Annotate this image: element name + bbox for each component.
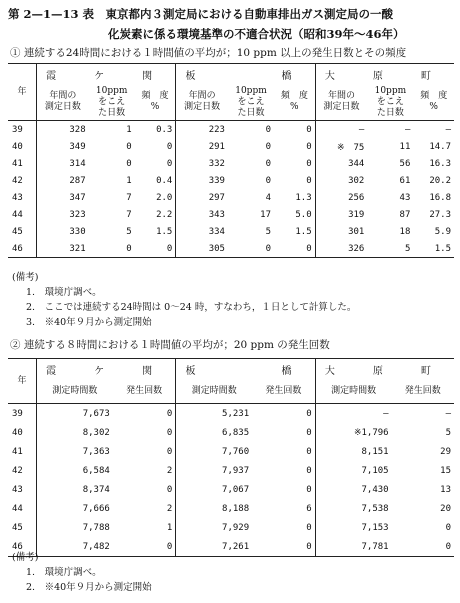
- notes-2-item: 2. ※40年９月から測定開始: [26, 582, 152, 593]
- table-cell: 7,929: [176, 518, 252, 537]
- year-cell: 40: [12, 427, 23, 438]
- table-row: [8, 138, 454, 155]
- table-cell: 16.8: [429, 192, 451, 203]
- table-row: [8, 240, 454, 258]
- table-cell: 0: [306, 427, 312, 438]
- table-cell: 7,153: [315, 518, 391, 537]
- table-2: [8, 359, 454, 557]
- table-cell: 6: [306, 503, 312, 514]
- location-header: 霞 ケ 関: [37, 359, 176, 379]
- table-cell: 0: [306, 522, 312, 533]
- table-cell: 20.2: [429, 175, 451, 186]
- table-cell: ※ 75: [315, 138, 367, 155]
- table-cell: 8,302: [37, 423, 113, 442]
- table-row: [8, 206, 454, 223]
- table-cell: 1: [126, 124, 132, 135]
- table-cell: 5.0: [295, 209, 312, 220]
- table-cell: 7,261: [176, 537, 252, 557]
- table-cell: 0: [306, 124, 312, 135]
- table-cell: 1: [166, 522, 173, 533]
- table-cell: 332: [176, 155, 228, 172]
- table-cell: 0: [265, 124, 272, 135]
- table-cell: 2.2: [156, 209, 173, 220]
- sub-header-row: [8, 84, 454, 121]
- table-row: [8, 172, 454, 189]
- sub-header: 年間の 測定日数: [37, 84, 89, 121]
- table-cell: 1.5: [413, 240, 454, 258]
- table-cell: 0: [265, 158, 272, 169]
- table-cell: 301: [315, 223, 367, 240]
- section-2-heading: [10, 338, 330, 352]
- table-cell: 0.3: [156, 124, 173, 135]
- table-cell: 8,188: [176, 499, 252, 518]
- table-cell: 27.3: [429, 209, 451, 220]
- table-cell: 7: [126, 192, 132, 203]
- table-cell: —: [315, 121, 367, 139]
- table-row: [8, 480, 454, 499]
- section-2-text: 連続する８時間における１時間値の平均が；20 ppm の発生回数: [23, 339, 330, 351]
- notes-1-item: 1. 環境庁調べ。: [26, 287, 102, 298]
- sub-header: 発生回数: [113, 379, 176, 404]
- table-cell: 0: [166, 408, 173, 419]
- table-cell: —: [315, 404, 391, 424]
- table-cell: 13: [440, 484, 451, 495]
- table-cell: 344: [315, 155, 367, 172]
- table-cell: 0: [113, 537, 176, 557]
- sub-header: 10ppm をこえ た日数: [89, 84, 135, 121]
- table-cell: 0.4: [156, 175, 173, 186]
- notes-1-item: 2. ここでは連続する24時間は 0～24 時，すなわち，１日として計算した。: [26, 302, 357, 313]
- table-cell: 0: [265, 175, 272, 186]
- table-cell: 0: [306, 408, 312, 419]
- table-cell: 20: [440, 503, 451, 514]
- table-cell: 7,105: [315, 461, 391, 480]
- table-cell: 287: [37, 172, 89, 189]
- table-cell: 339: [176, 172, 228, 189]
- notes-2-heading: (備考): [12, 552, 39, 563]
- year-cell: 39: [12, 408, 23, 419]
- table-cell: 7,937: [176, 461, 252, 480]
- table-cell: 1.5: [156, 226, 173, 237]
- table-cell: 0: [166, 484, 173, 495]
- table-cell: 0: [306, 465, 312, 476]
- table-cell: 343: [176, 206, 228, 223]
- year-cell: 45: [12, 522, 23, 533]
- table-cell: 7,482: [37, 537, 113, 557]
- year-cell: 39: [12, 124, 23, 135]
- table-cell: 0: [89, 240, 135, 258]
- sub-header: 年間の 測定日数: [176, 84, 228, 121]
- year-cell: 42: [12, 175, 23, 186]
- table-cell: 11: [399, 141, 411, 152]
- table-cell: 0: [392, 537, 454, 557]
- table-cell: 223: [176, 121, 228, 139]
- table-cell: 0: [306, 446, 312, 457]
- table-cell: 0: [252, 537, 315, 557]
- table-cell: 0: [166, 427, 173, 438]
- location-header: 霞 ケ 関: [37, 64, 176, 84]
- section-1-heading: [10, 46, 406, 60]
- location-header: 板 橋: [176, 359, 315, 379]
- table-cell: 16.3: [429, 158, 451, 169]
- table-cell: 349: [37, 138, 89, 155]
- table-cell: 2.0: [156, 192, 173, 203]
- year-header: 年: [8, 64, 37, 121]
- location-header: 大 原 町: [315, 64, 454, 84]
- year-cell: 44: [12, 503, 23, 514]
- table-cell: 0: [126, 141, 132, 152]
- table-cell: 323: [37, 206, 89, 223]
- table-cell: 319: [315, 206, 367, 223]
- table-cell: 5: [445, 427, 451, 438]
- year-cell: 41: [12, 158, 23, 169]
- table-cell: 0: [135, 240, 176, 258]
- table-cell: 7,666: [37, 499, 113, 518]
- table-cell: 8,374: [37, 480, 113, 499]
- table-row: [8, 223, 454, 240]
- table-cell: 17: [260, 209, 272, 220]
- sub-header-row: [8, 379, 454, 404]
- location-header: 大 原 町: [315, 359, 454, 379]
- title-line-1: 第 2—1—13 表 東京都内３測定局における自動車排出ガス測定局の一酸: [8, 7, 394, 21]
- table-row: [8, 423, 454, 442]
- table-cell: 7,788: [37, 518, 113, 537]
- table-cell: 8,151: [315, 442, 391, 461]
- sub-header: 頻 度 %: [413, 84, 454, 121]
- notes-2-item: 1. 環境庁調べ。: [26, 567, 102, 578]
- section-1-marker: ①: [10, 47, 21, 59]
- table-cell: 5.9: [434, 226, 451, 237]
- table-cell: 61: [399, 175, 411, 186]
- table-cell: 7,430: [315, 480, 391, 499]
- table-cell: 2: [166, 465, 173, 476]
- table-row: [8, 121, 454, 139]
- year-cell: 44: [12, 209, 23, 220]
- table-cell: 14.7: [429, 141, 451, 152]
- table-row: [8, 499, 454, 518]
- table-cell: 334: [176, 223, 228, 240]
- table-cell: 87: [399, 209, 411, 220]
- table-cell: 0: [306, 175, 312, 186]
- table-cell: 321: [37, 240, 89, 258]
- notes-1-heading: (備考): [12, 272, 39, 283]
- table-cell: 0: [166, 158, 173, 169]
- table-cell: —: [445, 408, 451, 419]
- table-cell: —: [404, 124, 411, 135]
- table-cell: 5: [126, 226, 132, 237]
- table-cell: 4: [265, 192, 272, 203]
- year-cell: 46: [8, 240, 37, 258]
- section-1-text: 連続する24時間における１時間値の平均が；10 ppm 以上の発生日数とその頻度: [23, 47, 407, 59]
- table-cell: 328: [37, 121, 89, 139]
- table-cell: 326: [315, 240, 367, 258]
- table-cell: 7,760: [176, 442, 252, 461]
- table-row: [8, 442, 454, 461]
- table-cell: 0: [306, 158, 312, 169]
- table-cell: 291: [176, 138, 228, 155]
- table-title: [8, 4, 452, 44]
- notes-1-item: 3. ※40年９月から測定開始: [26, 317, 152, 328]
- table-row: [8, 461, 454, 480]
- sub-header: 測定時間数: [176, 379, 252, 404]
- section-2-marker: ②: [10, 339, 21, 351]
- table-cell: 7,363: [37, 442, 113, 461]
- table-cell: 56: [399, 158, 411, 169]
- table-row: [8, 155, 454, 172]
- table-cell: 0: [166, 446, 173, 457]
- table-1: [8, 64, 454, 258]
- table-cell: 0: [265, 141, 272, 152]
- year-cell: 41: [12, 446, 23, 457]
- table-cell: 7,067: [176, 480, 252, 499]
- table-row: [8, 518, 454, 537]
- sub-header: 頻 度 %: [135, 84, 176, 121]
- year-cell: 42: [12, 465, 23, 476]
- table-cell: 0: [126, 158, 132, 169]
- table-cell: 15: [440, 465, 451, 476]
- table-cell: 7,538: [315, 499, 391, 518]
- table-cell: 18: [399, 226, 411, 237]
- year-cell: 43: [12, 192, 23, 203]
- table-row: [8, 404, 454, 424]
- table-cell: 6,835: [176, 423, 252, 442]
- table-cell: 305: [176, 240, 228, 258]
- table-cell: 1.5: [295, 226, 312, 237]
- year-cell: 46: [8, 537, 37, 557]
- location-header: 板 橋: [176, 64, 315, 84]
- table-cell: 5,231: [176, 404, 252, 424]
- table-cell: 1: [126, 175, 132, 186]
- table-cell: 0: [445, 522, 451, 533]
- table-cell: 7,673: [37, 404, 113, 424]
- table-cell: 7,781: [315, 537, 391, 557]
- year-cell: 40: [12, 141, 23, 152]
- sub-header: 年間の 測定日数: [315, 84, 367, 121]
- sub-header: 測定時間数: [37, 379, 113, 404]
- table-cell: 2: [166, 503, 173, 514]
- table-cell: 7: [126, 209, 132, 220]
- sub-header: 頻 度 %: [274, 84, 315, 121]
- table-cell: 0: [306, 484, 312, 495]
- year-cell: 43: [12, 484, 23, 495]
- location-header-row: [8, 64, 454, 84]
- table-cell: ※1,796: [315, 423, 391, 442]
- table-cell: —: [445, 124, 451, 135]
- title-line-2: 化炭素に係る環境基準の不適合状況（昭和39年～46年）: [108, 27, 405, 41]
- table-cell: 347: [37, 189, 89, 206]
- table-cell: 1.3: [295, 192, 312, 203]
- table-cell: 330: [37, 223, 89, 240]
- table-row: [8, 189, 454, 206]
- location-header-row: [8, 359, 454, 379]
- table-cell: 43: [399, 192, 411, 203]
- table-cell: 5: [265, 226, 272, 237]
- table-cell: 297: [176, 189, 228, 206]
- table-cell: 5: [367, 240, 413, 258]
- year-header: 年: [8, 359, 37, 404]
- sub-header: 発生回数: [392, 379, 454, 404]
- table-cell: 302: [315, 172, 367, 189]
- sub-header: 測定時間数: [315, 379, 391, 404]
- table-cell: 0: [306, 141, 312, 152]
- table-cell: 0: [166, 141, 173, 152]
- table-cell: 0: [228, 240, 274, 258]
- sub-header: 10ppm をこえ た日数: [367, 84, 413, 121]
- table-cell: 256: [315, 189, 367, 206]
- notes-1: [12, 270, 356, 330]
- sub-header: 発生回数: [252, 379, 315, 404]
- table-cell: 0: [274, 240, 315, 258]
- table-cell: 314: [37, 155, 89, 172]
- table-cell: 29: [440, 446, 451, 457]
- year-cell: 45: [12, 226, 23, 237]
- notes-2: [12, 550, 152, 595]
- sub-header: 10ppm をこえ た日数: [228, 84, 274, 121]
- table-cell: 6,584: [37, 461, 113, 480]
